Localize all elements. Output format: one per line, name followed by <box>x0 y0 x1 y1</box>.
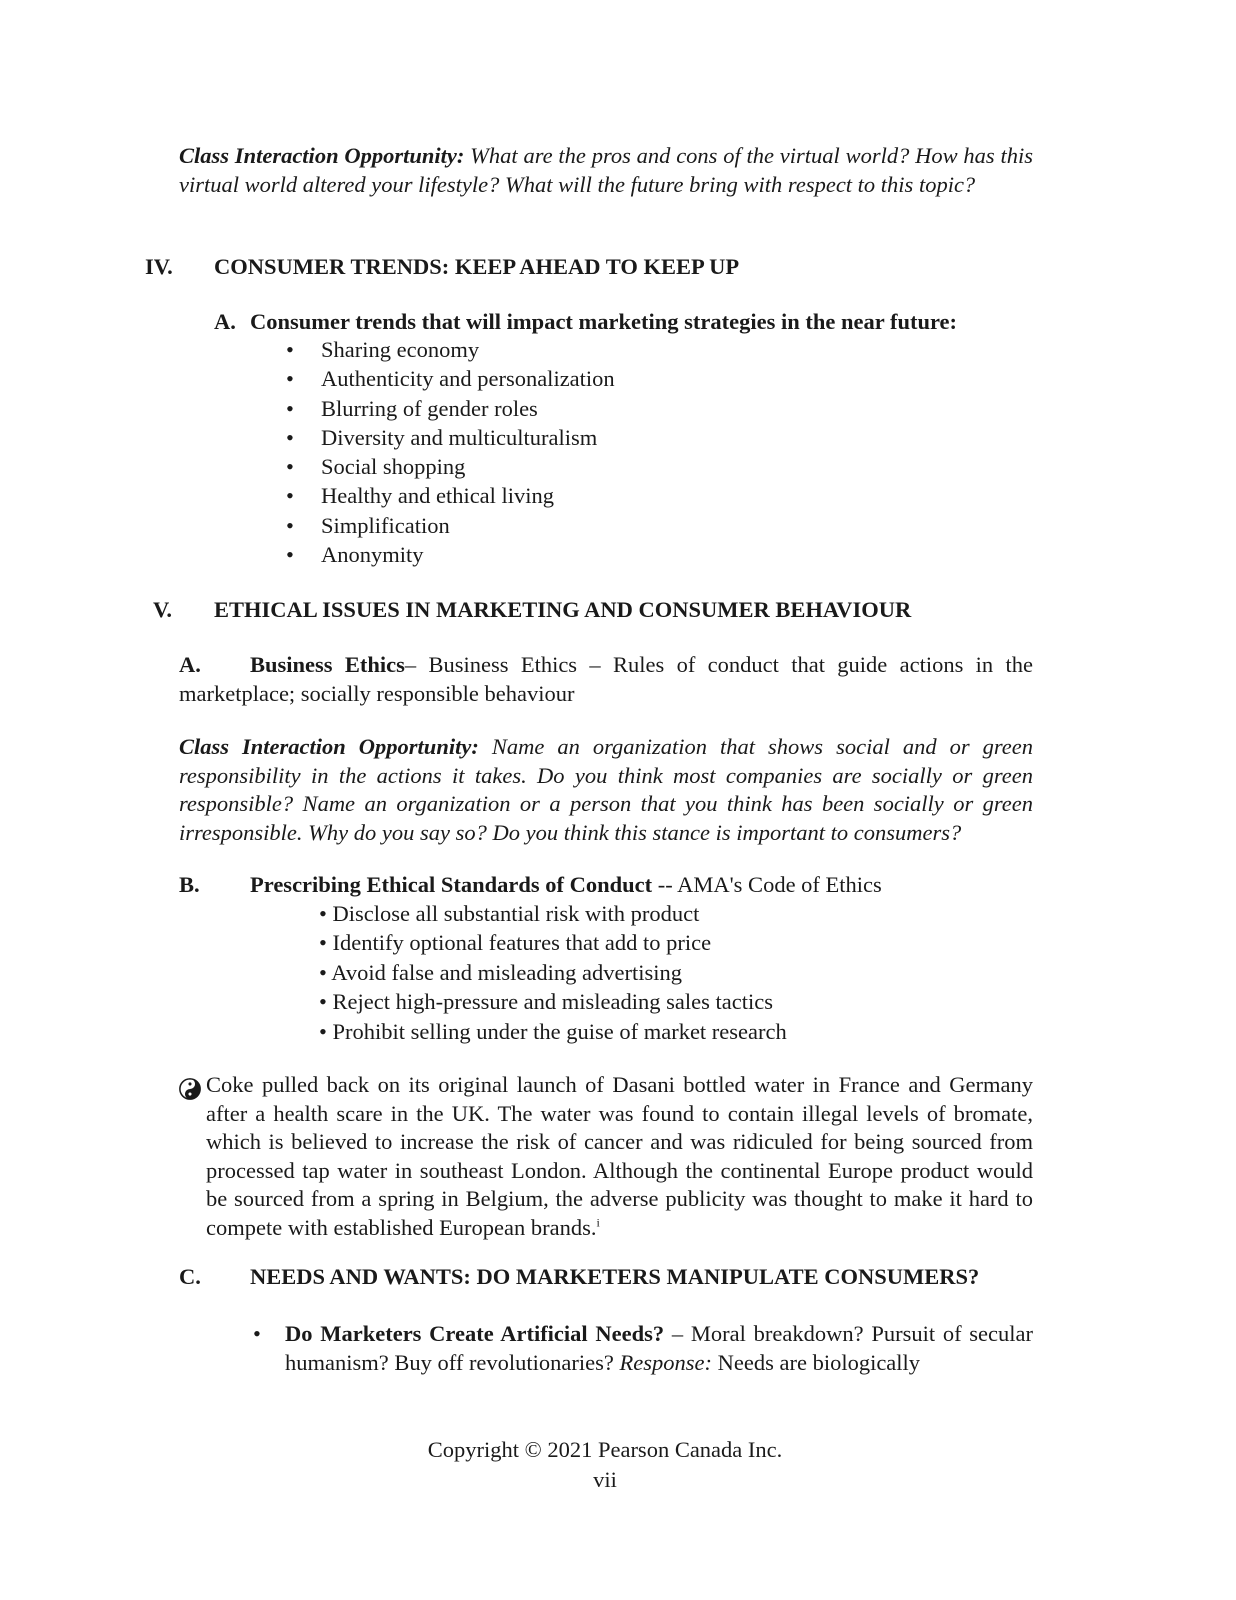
class-interaction-paragraph-2 <box>179 733 1033 847</box>
text: – Moral breakdown? Pursuit of secular humanism? Buy off revolutionaries? <box>285 1321 1034 1375</box>
subsection-letter: B. <box>179 872 200 897</box>
list-item: • Social shopping <box>286 454 466 480</box>
text: Needs are biologically <box>712 1349 921 1375</box>
footnote-marker: i <box>596 1215 600 1229</box>
list-item: • Diversity and multiculturalism <box>286 424 598 450</box>
list-item: • Healthy and ethical living <box>286 483 555 509</box>
list-item: • Avoid false and misleading advertising <box>319 959 683 985</box>
definition: – Business Ethics – Rules of conduct that guide actions in the marketplace; socially responsible behaviour <box>179 652 1033 706</box>
section-number: V. <box>153 597 172 622</box>
term: Prescribing Ethical Standards of Conduct <box>250 872 653 897</box>
consumer-trends-list <box>286 336 615 570</box>
subsection-heading <box>250 871 882 900</box>
term: Business Ethics <box>250 652 405 677</box>
list-item: • Prohibit selling under the guise of market research <box>319 1018 787 1044</box>
section-number: IV. <box>145 254 173 279</box>
cio-label: Class Interaction Opportunity: <box>179 143 465 168</box>
cio-text: Name an organization that shows social and or green responsibility in the actions it takes. Do you think most companies are socially or green responsible? Name an organization or a person that you think has been socially or green irresponsible. Why do you say so? Do you think this stance is important to consumers? <box>179 734 1033 845</box>
cio-text: What are the pros and cons of the virtual world? How has this virtual world altered your lifestyle? What will the future bring with respect to this topic? <box>179 143 1033 197</box>
example-text: Coke pulled back on its original launch of Dasani bottled water in France and Germany after a health scare in the UK. The water was found to contain illegal levels of bromate, which is believed to increase the risk of cancer and was ridiculed for being sourced from processed tap water in southeast London. Although the continental Europe product would be sourced from a spring in Belgium, the adverse publicity was thought to make it hard to compete with established European brands. <box>206 1072 1033 1240</box>
section-heading: CONSUMER TRENDS: KEEP AHEAD TO KEEP UP <box>214 254 740 279</box>
subsection-letter: C. <box>179 1264 201 1289</box>
section-heading: ETHICAL ISSUES IN MARKETING AND CONSUMER BEHAVIOUR <box>214 597 912 622</box>
list-item: • Simplification <box>286 512 450 538</box>
class-interaction-paragraph-1 <box>179 142 1033 199</box>
ama-code-list <box>319 900 787 1047</box>
heading-note: -- AMA's Code of Ethics <box>652 872 882 897</box>
copyright-footer: Copyright © 2021 Pearson Canada Inc. <box>427 1437 783 1462</box>
list-item: • Blurring of gender roles <box>286 395 538 421</box>
cio-label: Class Interaction Opportunity: <box>179 734 479 759</box>
subsection-heading: Consumer trends that will impact marketing strategies in the near future: <box>250 309 958 334</box>
business-ethics-paragraph <box>179 651 1033 708</box>
coke-example-paragraph <box>206 1071 1033 1242</box>
page-number: vii <box>593 1467 617 1492</box>
list-item: • Identify optional features that add to price <box>319 930 712 956</box>
artificial-needs-paragraph <box>285 1320 1033 1377</box>
list-item: • Disclose all substantial risk with product <box>319 901 700 926</box>
subsection-letter: A. <box>179 652 201 677</box>
yin-yang-icon <box>179 1076 201 1105</box>
list-item: • Authenticity and personalization <box>286 366 615 392</box>
term: Do Marketers Create Artificial Needs? <box>285 1321 665 1346</box>
subsection-letter: A. <box>214 309 236 334</box>
response-label: Response: <box>619 1349 712 1375</box>
list-item: • Sharing economy <box>286 337 480 362</box>
bullet-dot: • <box>253 1321 261 1346</box>
list-item: • Reject high-pressure and misleading sales tactics <box>319 989 773 1015</box>
subsection-heading: NEEDS AND WANTS: DO MARKETERS MANIPULATE CONSUMERS? <box>250 1264 980 1289</box>
list-item: • Anonymity <box>286 542 424 568</box>
